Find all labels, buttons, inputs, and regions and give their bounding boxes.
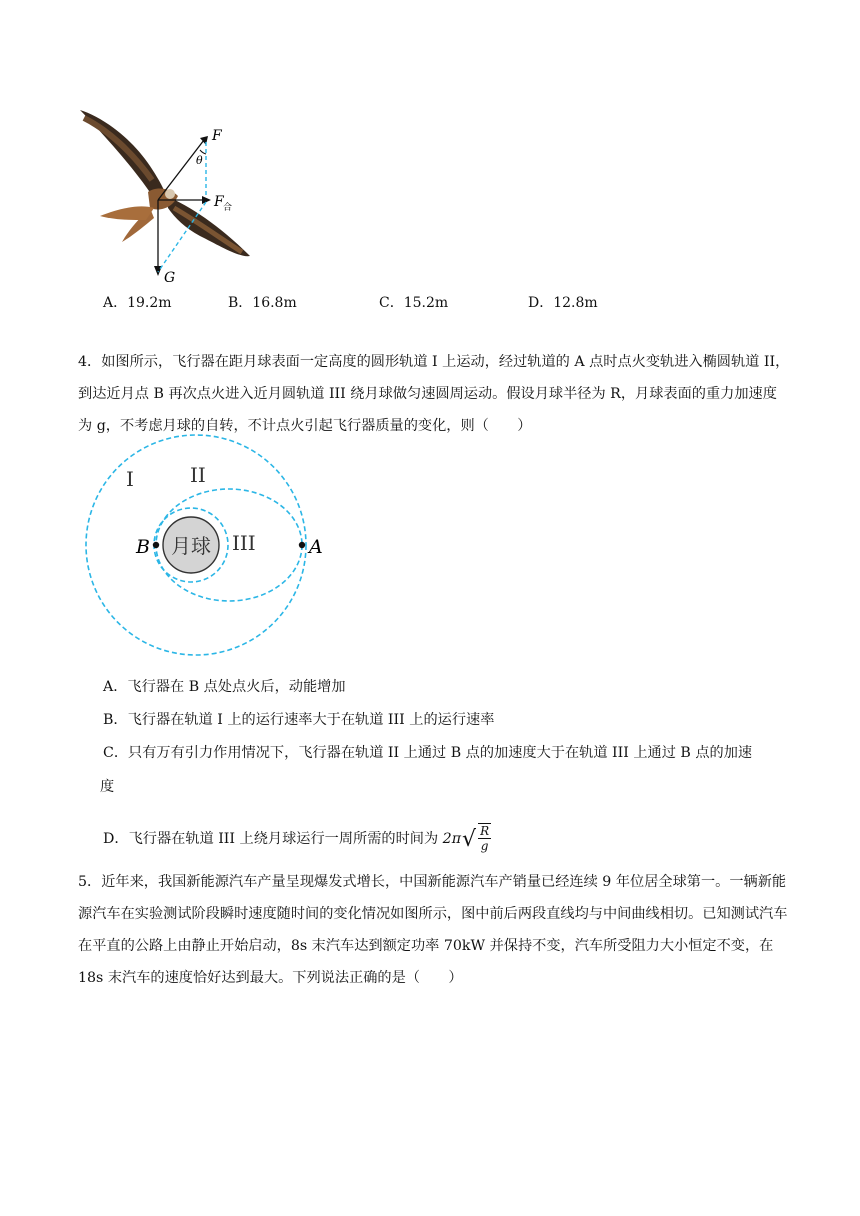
kite-bird-image <box>80 110 250 256</box>
label-theta: θ <box>196 154 203 167</box>
point-A-dot <box>299 542 305 548</box>
sqrt-sign: √ <box>462 826 477 852</box>
label-F-net-sub: 合 <box>223 203 233 213</box>
point-B-dot <box>153 542 159 548</box>
q3-option-c[interactable]: C．15.2m <box>379 295 449 311</box>
label-G: G <box>164 270 176 286</box>
point-B-label: B <box>136 536 150 558</box>
orbit-I-label: I <box>126 467 134 491</box>
q4-choice-c[interactable]: C．只有万有引力作用情况下，飞行器在轨道 II 上通过 B 点的加速度大于在轨道 III 上通过 B 点的加速 <box>103 745 753 761</box>
q4-choice-b[interactable]: B．飞行器在轨道 I 上的运行速率大于在轨道 III 上的运行速率 <box>103 712 495 728</box>
moon-label: 月球 <box>171 534 211 558</box>
q5-stem-text: 5．近年来，我国新能源汽车产量呈现爆发式增长，中国新能源汽车产销量已经连续 9 年位居全球第一。一辆新能源汽车在实验测试阶段瞬时速度随时间的变化情况如图所示，图中前后两段直线均与中间曲线相切。已知测试汽车在平直的公路上由静止开始启动，8s 末汽车达到额定功率 70kW 并保持不变，汽车所受阻力大小恒定不变，在 18s 末汽车的速度恰好达到最大。下列说法正确的是（ ） <box>78 874 788 986</box>
q3-option-a[interactable]: A．19.2m <box>103 295 172 311</box>
orbit-figure <box>78 430 338 662</box>
formula-coef: 2π <box>442 831 462 847</box>
label-F-net: F <box>214 194 224 210</box>
formula-denominator: g <box>480 839 489 853</box>
orbit-III-label: III <box>232 531 256 555</box>
q3-option-b[interactable]: B．16.8m <box>228 295 297 311</box>
q4-choice-a[interactable]: A．飞行器在 B 点处点火后，动能增加 <box>103 679 346 695</box>
point-A-label: A <box>309 536 323 558</box>
kite-force-figure <box>70 96 270 288</box>
q5-stem <box>78 866 790 994</box>
q4-stem-text: 4．如图所示，飞行器在距月球表面一定高度的圆形轨道 I 上运动，经过轨道的 A 点时点火变轨进入椭圆轨道 II，到达近月点 B 再次点火进入近月圆轨道 III 绕月球做匀速圆周运动。假设月球半径为 R，月球表面的重力加速度为 g，不考虑月球的自转，不计点火引起飞行器质量的变化，则（ ） <box>78 354 790 434</box>
period-formula <box>443 825 491 853</box>
q4-choice-d[interactable] <box>103 825 491 853</box>
q4-choice-d-text: D．飞行器在轨道 III 上绕月球运行一周所需的时间为 <box>103 831 439 847</box>
formula-numerator: R <box>480 824 490 838</box>
label-F: F <box>212 128 222 144</box>
orbit-II-label: II <box>190 463 206 487</box>
formula-fraction <box>478 823 491 853</box>
q4-choice-c-cont: 度 <box>100 779 115 795</box>
q3-option-d[interactable]: D．12.8m <box>528 295 598 311</box>
q4-stem <box>78 346 790 442</box>
